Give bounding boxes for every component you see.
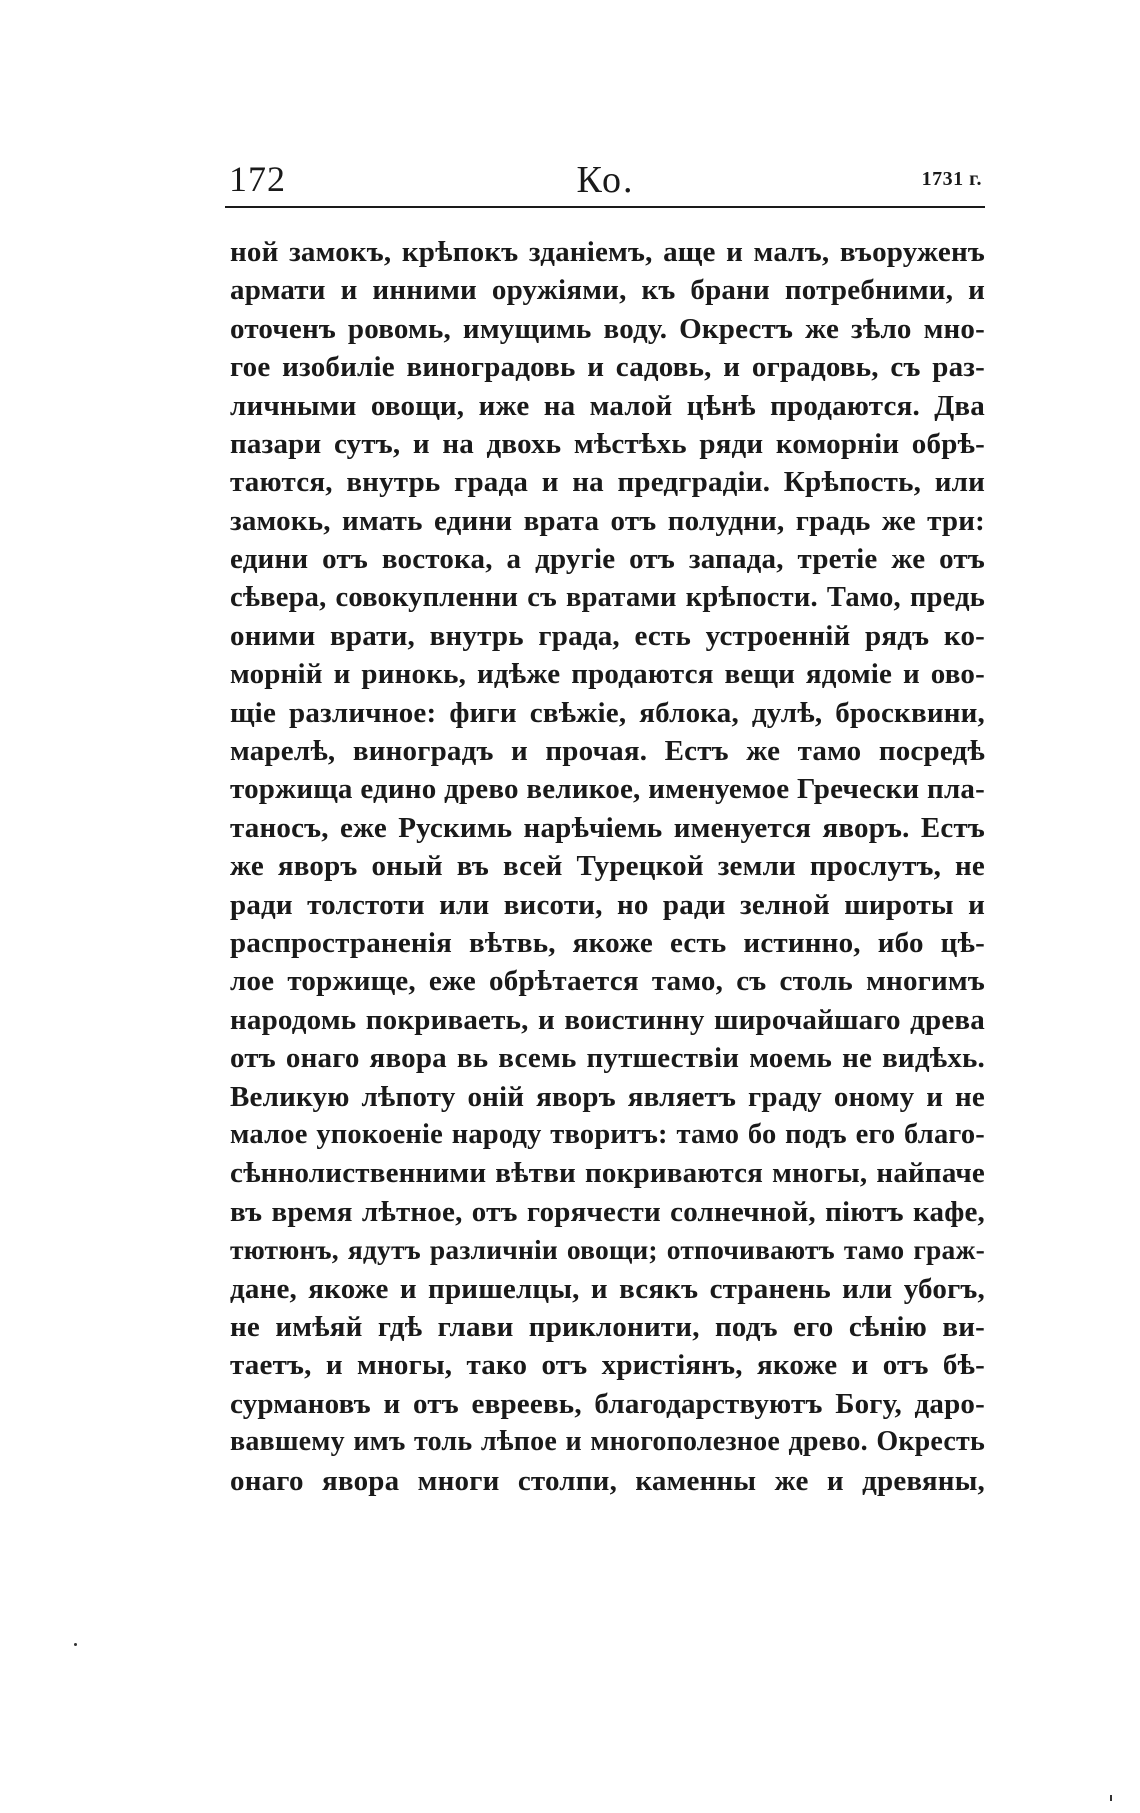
text-line: гое изобиліе виноградовь и садовь, и оградовь, съ раз- xyxy=(230,351,985,384)
text-line: онаго явора многи столпи, каменны же и древяны, xyxy=(230,1464,985,1497)
text-line: тютюнъ, ядутъ различніи овощи; отпочиваютъ тамо граж- xyxy=(230,1234,985,1266)
text-line: въ время лѣтное, отъ горячести солнечной, піютъ кафе, xyxy=(230,1195,985,1228)
page-header xyxy=(229,158,982,206)
text-line: замокь, имать едини врата отъ полудни, градь же три: xyxy=(230,504,985,537)
text-line: вавшему имъ толь лѣпое и многополезное древо. Окресть xyxy=(230,1426,985,1458)
text-line: ной замокъ, крѣпокъ зданіемъ, аще и малъ, въоруженъ xyxy=(230,236,985,268)
text-line: щіе различное: фиги свѣжіе, яблока, дулѣ, бросквини, xyxy=(230,696,985,729)
text-line: торжища едино древо великое, именуемое Гречески пла- xyxy=(230,773,985,806)
text-line: сѣннолиственними вѣтви покриваются многы, найпаче xyxy=(230,1157,985,1190)
text-line: таносъ, еже Рускимь нарѣчіемь именуется яворъ. Естъ xyxy=(230,811,985,844)
text-line: распространенія вѣтвь, якоже есть истинно, ибо цѣ- xyxy=(230,927,985,960)
text-line: сурмановъ и отъ евреевь, благодарствуютъ Богу, даро- xyxy=(230,1387,985,1420)
text-line: марелѣ, виноградъ и прочая. Естъ же тамо посредѣ xyxy=(230,735,985,768)
scan-speck xyxy=(1110,1795,1112,1801)
text-line: армати и инними оружіями, къ брани потребними, и xyxy=(230,274,985,307)
text-line: отъ онаго явора вь всемь путшествіи моемь не видѣхь. xyxy=(230,1042,985,1075)
text-line: малое упокоеніе народу творитъ: тамо бо подъ его благо- xyxy=(230,1118,985,1150)
year-label: 1731 г. xyxy=(921,168,982,190)
text-line: не имѣяй гдѣ глави приклонити, подъ его сѣнію ви- xyxy=(230,1310,985,1343)
text-line: оними врати, внутрь града, есть устроенній рядъ ко- xyxy=(230,619,985,652)
text-line: оточенъ ровомь, имущимь воду. Окрестъ же зѣло мно- xyxy=(230,312,985,345)
text-line: личными овощи, иже на малой цѣнѣ продаются. Два xyxy=(230,389,985,422)
header-rule xyxy=(225,206,985,208)
text-line: Великую лѣпоту оній яворъ являетъ граду оному и не xyxy=(230,1080,985,1113)
body-text xyxy=(230,233,985,1500)
text-line: таетъ, и многы, тако отъ христіянъ, якоже и отъ бѣ- xyxy=(230,1349,985,1382)
text-line: народомь покриваеть, и воистинну широчайшаго древа xyxy=(230,1003,985,1036)
text-line: таются, внутрь града и на предградіи. Крѣпость, или xyxy=(230,466,985,499)
text-line: сѣвера, совокупленни съ вратами крѣпости. Тамо, предь xyxy=(230,581,985,613)
text-line: ради толстоти или висоти, но ради зелной широты и xyxy=(230,888,985,921)
text-line: пазари сутъ, и на двохь мѣстѣхь ряди коморніи обрѣ- xyxy=(230,427,985,460)
running-title: Ко. xyxy=(576,159,635,201)
text-line: лое торжище, еже обрѣтается тамо, съ столь многимъ xyxy=(230,965,985,998)
text-line: морній и ринокь, идѣже продаются вещи ядоміе и ово- xyxy=(230,658,985,691)
scan-speck xyxy=(74,1643,77,1646)
text-line: едини отъ востока, а другіе отъ запада, третіе же отъ xyxy=(230,543,985,576)
page-number: 172 xyxy=(229,159,286,199)
text-line: дане, якоже и пришелцы, и всякъ странень или убогъ, xyxy=(230,1272,985,1305)
text-line: же яворъ оный въ всей Турецкой земли прослутъ, не xyxy=(230,850,985,883)
